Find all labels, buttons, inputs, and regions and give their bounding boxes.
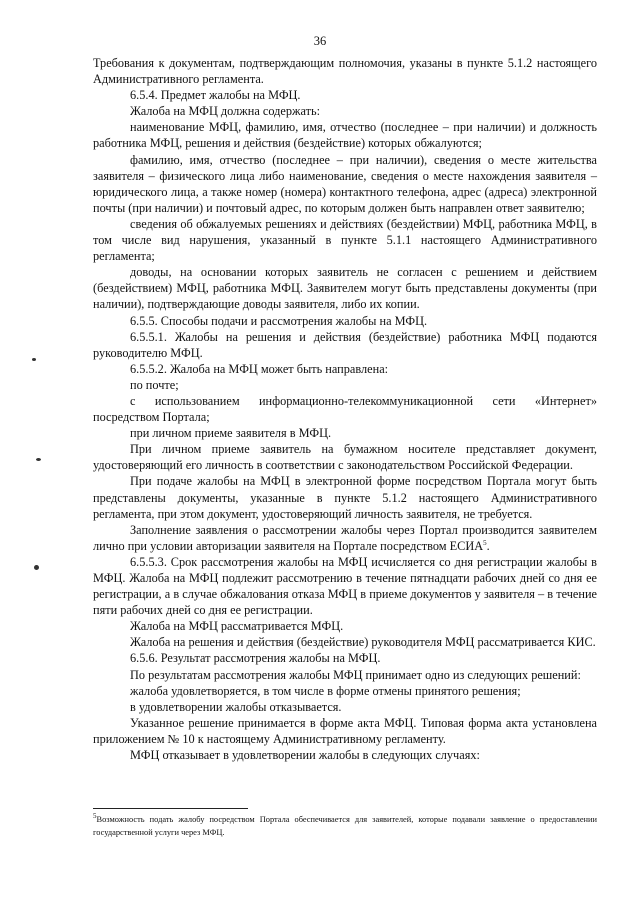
- paragraph: [93, 377, 597, 393]
- paragraph: [93, 634, 597, 650]
- paragraph-text: Жалоба на МФЦ должна содержать:: [130, 104, 321, 119]
- paragraph: [93, 618, 597, 634]
- paragraph: [93, 522, 597, 554]
- paragraph: [93, 87, 597, 103]
- paragraph-text: при личном приеме заявителя в МФЦ.: [130, 426, 332, 441]
- paragraph-text: в удовлетворении жалобы отказывается.: [130, 699, 342, 714]
- scan-mark: [34, 565, 39, 570]
- paragraph: [93, 313, 597, 329]
- paragraph: [93, 473, 597, 521]
- scan-mark: [36, 458, 41, 461]
- paragraph: [93, 361, 597, 377]
- paragraph: [93, 699, 597, 715]
- paragraph: [93, 667, 597, 683]
- paragraph-text: 6.5.4. Предмет жалобы на МФЦ.: [130, 88, 301, 103]
- paragraph: [93, 119, 597, 151]
- paragraph: [93, 329, 597, 361]
- paragraph: [93, 103, 597, 119]
- paragraph-text: Требования к документам, подтверждающим полномочия, указаны в пункте 5.1.2 настоящего Административного регламента.: [93, 56, 597, 87]
- paragraph-text: жалоба удовлетворяется, в том числе в форме отмены принятого решения;: [130, 683, 521, 698]
- paragraph-text: 6.5.5.3. Срок рассмотрения жалобы на МФЦ исчисляется со дня регистрации жалобы в МФЦ. Жалоба на МФЦ подлежит рассмотрению в течение пятнадцати рабочих дней со дня ее регистрации, а в случае обжалования отказа МФЦ в приеме документов у заявителя – в течение пяти рабочих дней со дня ее регистрации.: [93, 554, 597, 618]
- paragraph: [93, 747, 597, 763]
- paragraph-text: с использованием информационно-телекоммуникационной сети «Интернет» посредством Портала;: [93, 393, 597, 425]
- footnote-mark: 5: [93, 812, 97, 821]
- paragraph-tail: .: [486, 538, 490, 553]
- paragraph-text: При подаче жалобы на МФЦ в электронной форме посредством Портала могут быть представлены документы, указанные в пункте 5.1.2 настоящего Административного регламента, при этом документ, удостоверяющий личность заявителя, не требуется.: [93, 474, 597, 521]
- paragraph-text: 6.5.5. Способы подачи и рассмотрения жалобы на МФЦ.: [130, 313, 428, 328]
- paragraph-text: 6.5.5.2. Жалоба на МФЦ может быть направлена:: [130, 361, 389, 376]
- paragraph-text: При личном приеме заявитель на бумажном носителе представляет документ, удостоверяющий его личность в соответствии с законодательством Российской Федерации.: [93, 442, 597, 473]
- paragraph: [93, 441, 597, 473]
- footnote-text: Возможность подать жалобу посредством Портала обеспечивается для заявителей, которые подавали заявление о предоставлении государственной услуги через МФЦ.: [93, 815, 597, 837]
- paragraph: [93, 264, 597, 312]
- paragraph-text: По результатам рассмотрения жалобы МФЦ принимает одно из следующих решений:: [130, 667, 581, 682]
- paragraph: [93, 715, 597, 747]
- footnote: [93, 814, 597, 839]
- paragraph-text: МФЦ отказывает в удовлетворении жалобы в следующих случаях:: [130, 748, 480, 763]
- paragraph-text: доводы, на основании которых заявитель не согласен с решением и действием (бездействием) МФЦ, работника МФЦ. Заявителем могут быть представлены документы (при наличии), подтверждающие доводы заявителя, либо их копии.: [93, 265, 597, 312]
- paragraph-text: 6.5.5.1. Жалобы на решения и действия (бездействие) работника МФЦ подаются руководителю МФЦ.: [93, 329, 597, 360]
- footnote-divider: [93, 808, 248, 809]
- paragraph: [93, 425, 597, 441]
- paragraph-text: Заполнение заявления о рассмотрении жалобы через Портал производится заявителем лично при условии авторизации заявителя на Портале посредством ЕСИА: [93, 522, 597, 553]
- paragraph: [93, 393, 597, 425]
- paragraph-text: 6.5.6. Результат рассмотрения жалобы на МФЦ.: [130, 651, 381, 666]
- document-body: [93, 55, 597, 763]
- paragraph-text: наименование МФЦ, фамилию, имя, отчество (последнее – при наличии) и должность работника МФЦ, решения и действия (бездействие) которых обжалуются;: [93, 120, 597, 151]
- footnote-reference: 5: [483, 538, 487, 547]
- paragraph-text: сведения об обжалуемых решениях и действиях (бездействии) МФЦ, работника МФЦ, в том числе вид нарушения, указанный в пункте 5.1.1 настоящего Административного регламента;: [93, 216, 597, 264]
- paragraph-text: фамилию, имя, отчество (последнее – при наличии), сведения о месте жительства заявителя – физического лица либо наименование, сведения о месте нахождения заявителя – юридического лица, а также номер (номера) контактного телефона, адрес (адреса) электронной почты (при наличии) и почтовый адрес, по которым должен быть направлен ответ заявителю;: [93, 152, 597, 215]
- paragraph: [93, 55, 597, 87]
- paragraph: [93, 554, 597, 618]
- scan-mark: [32, 358, 36, 361]
- paragraph-text: Жалоба на решения и действия (бездействие) руководителя МФЦ рассматривается КИС.: [130, 635, 596, 650]
- paragraph: [93, 683, 597, 699]
- paragraph-text: по почте;: [130, 377, 179, 392]
- paragraph-text: Жалоба на МФЦ рассматривается МФЦ.: [130, 619, 344, 634]
- paragraph: [93, 650, 597, 666]
- page-number: 36: [313, 34, 327, 48]
- paragraph: [93, 152, 597, 216]
- paragraph-text: Указанное решение принимается в форме акта МФЦ. Типовая форма акта установлена приложением № 10 к настоящему Административному регламенту.: [93, 715, 597, 746]
- paragraph: [93, 216, 597, 264]
